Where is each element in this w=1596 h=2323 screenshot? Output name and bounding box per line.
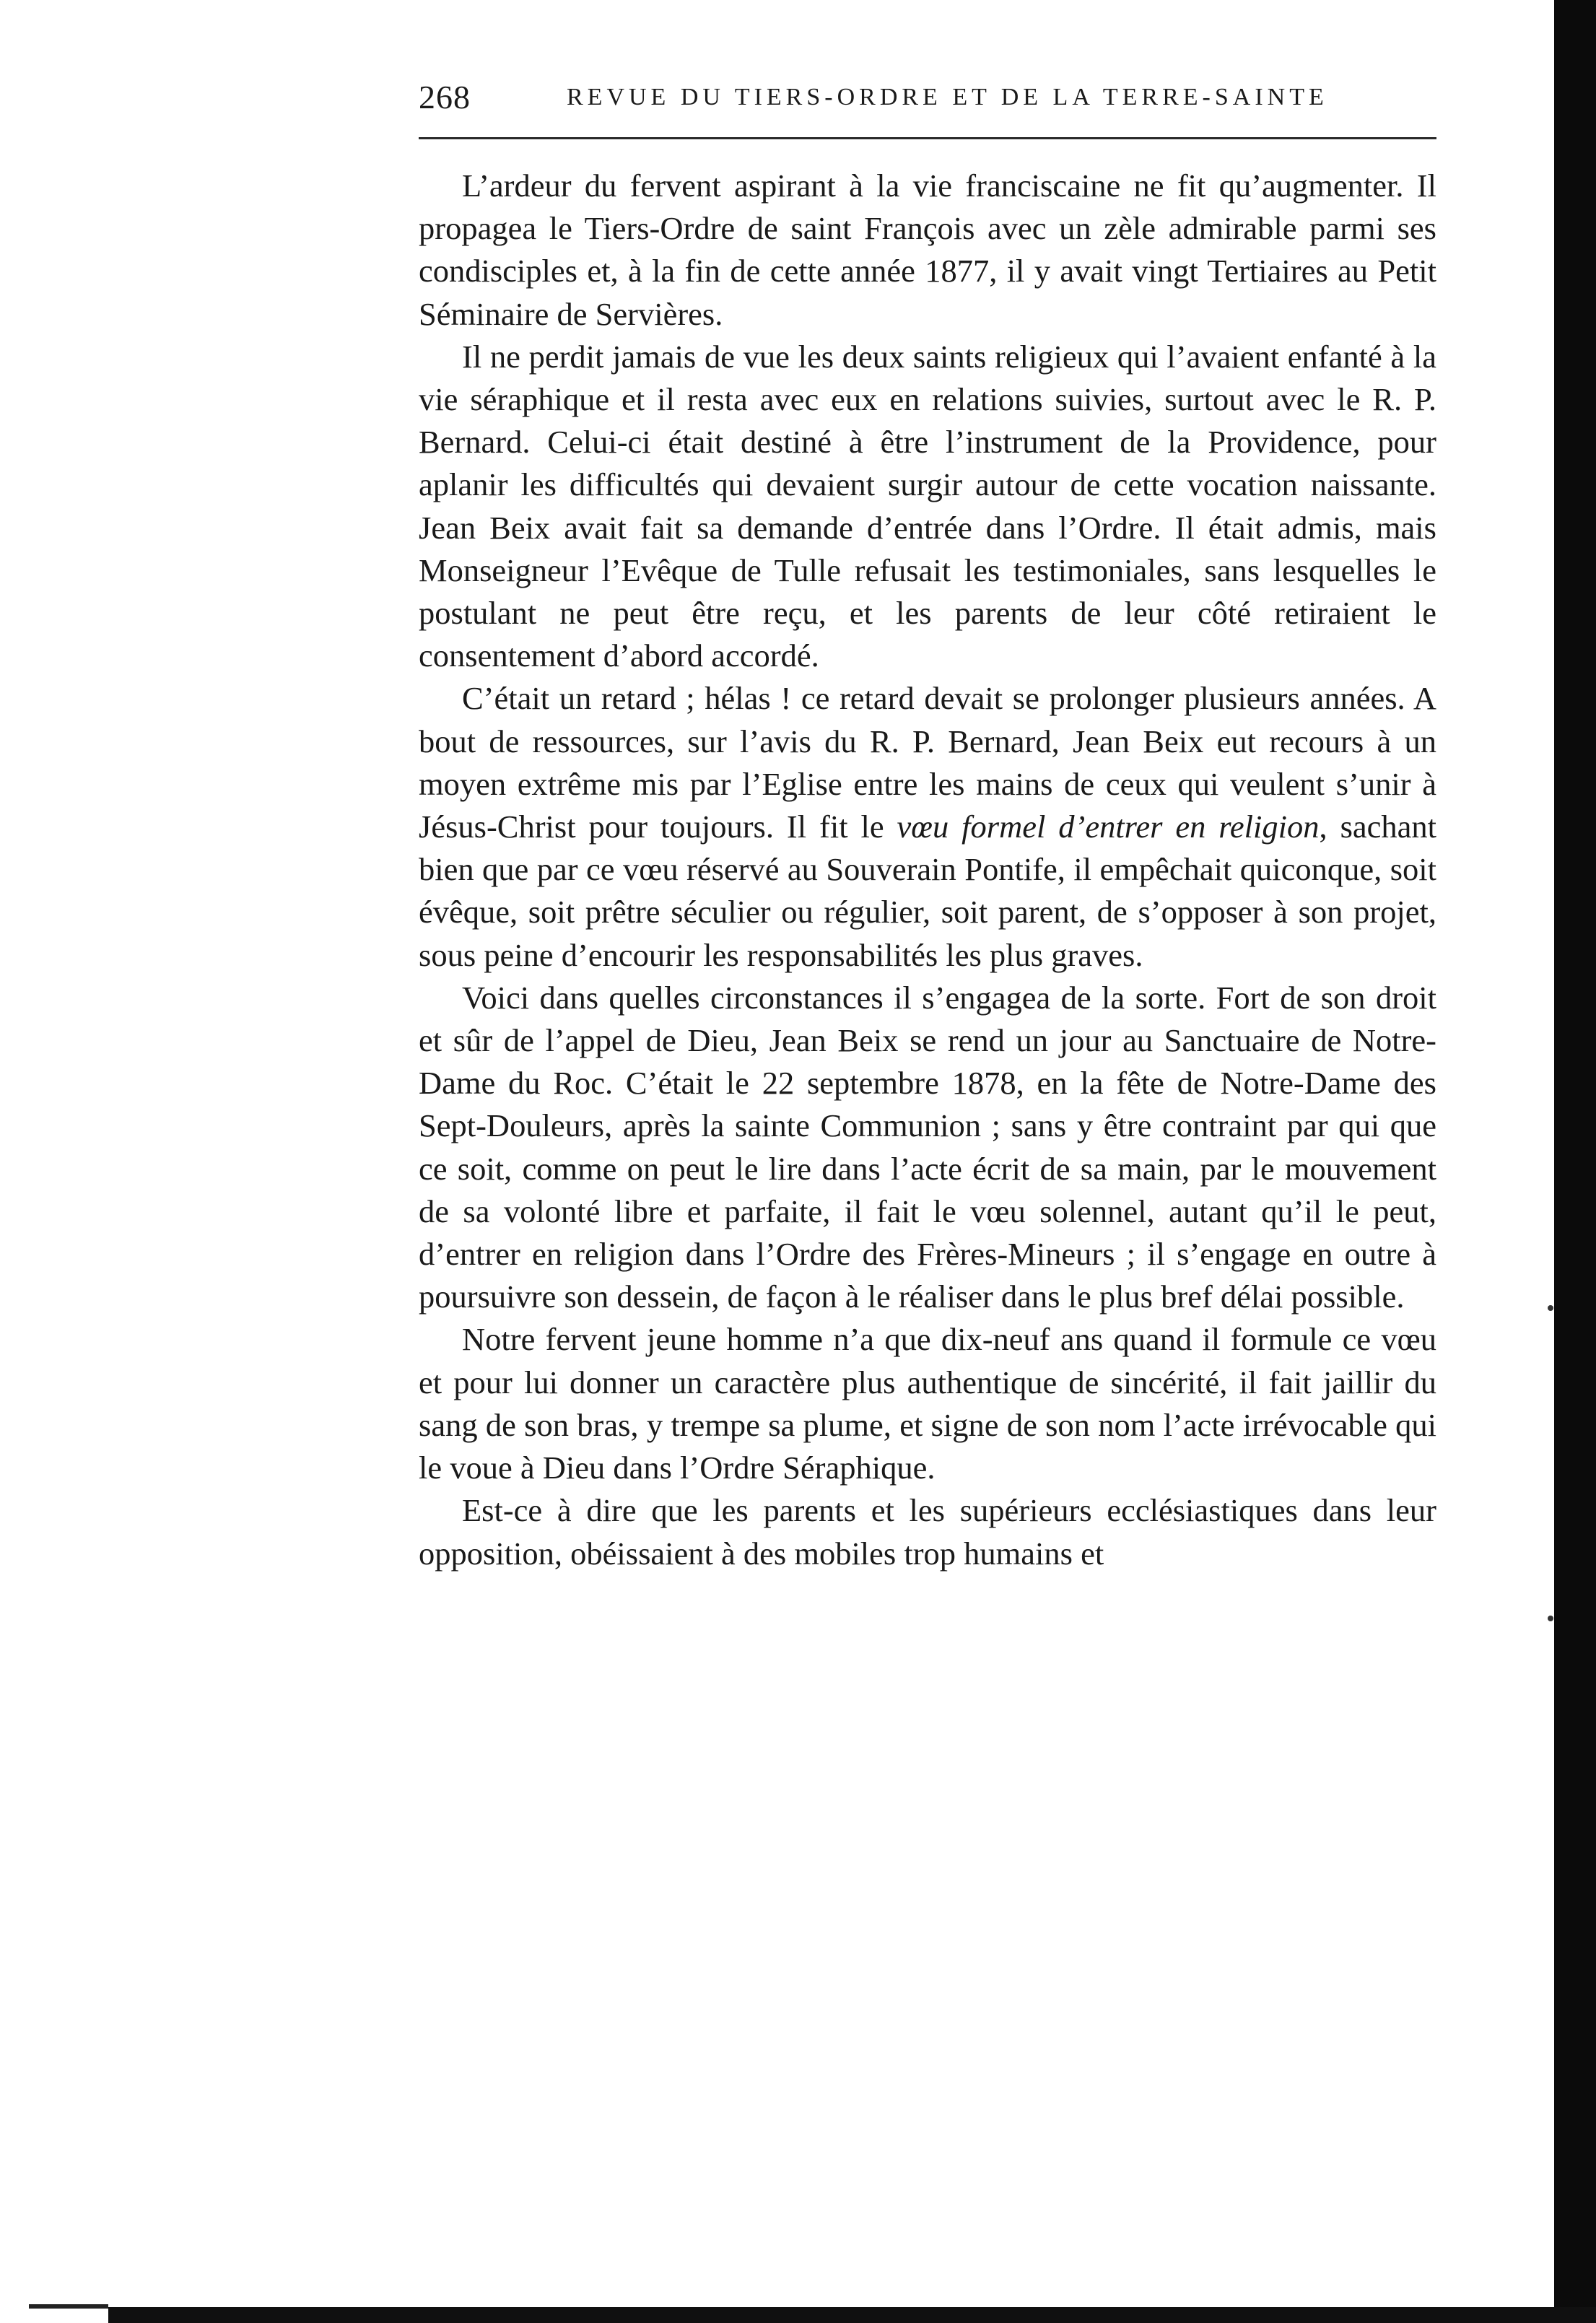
running-title: REVUE DU TIERS-ORDRE ET DE LA TERRE-SAINTE [567, 84, 1328, 110]
page-header [419, 78, 1444, 128]
header-rule [419, 137, 1436, 139]
page-scan-edge-bottom [108, 2307, 1596, 2323]
page-scan-mark [29, 2304, 108, 2309]
paragraph: Voici dans quelles circonstances il s’engagea de la sorte. Fort de son droit et sûr de l’appel de Dieu, Jean Beix se rend un jour au Sanctuaire de Notre-Dame du Roc. C’était le 22 septembre 1878, en la fête de Notre-Dame des Sept-Douleurs, après la sainte Communion ; sans y être contraint par qui que ce soit, comme on peut le lire dans l’acte écrit de sa main, par le mouvement de sa volonté libre et parfaite, il fait le vœu solennel, autant qu’il le peut, d’entrer en religion dans l’Ordre des Frères-Mineurs ; il s’engage en outre à poursuivre son dessein, de façon à le réaliser dans le plus bref délai possible. [419, 979, 1436, 1315]
scan-speck [1548, 1616, 1553, 1621]
page-number: 268 [419, 79, 471, 116]
paragraph: Est-ce à dire que les parents et les supérieurs ecclésiastiques dans leur opposition, obéissaient à des mobiles trop humains et [419, 1492, 1436, 1572]
scan-speck [1548, 1305, 1553, 1311]
paragraph-text: C’était un retard ; hélas ! ce retard devait se prolonger plusieurs années. A bout de ressources, sur l’avis du R. P. Bernard, Jean Beix eut recours à un moyen extrême mis par l’Eglise entre les mains de ceux qui veulent s’unir à Jésus-Christ pour toujours. Il fit le [419, 680, 1436, 845]
paragraph: Notre fervent jeune homme n’a que dix-neuf ans quand il formule ce vœu et pour lui donner un caractère plus authentique de sincérité, il fait jaillir du sang de son bras, y trempe sa plume, et signe de son nom l’acte irrévocable qui le voue à Dieu dans l’Ordre Séraphique. [419, 1321, 1436, 1486]
body-text [419, 165, 1436, 1575]
paragraph-text: , sachant bien que par ce vœu réservé au Souverain Pontife, il empêchait quiconque, soit évêque, soit prêtre séculier ou régulier, soit parent, de s’opposer à son projet, sous peine d’encourir les responsabilités les plus graves. [419, 809, 1437, 973]
paragraph: Il ne perdit jamais de vue les deux saints religieux qui l’avaient enfanté à la vie séraphique et il resta avec eux en relations suivies, surtout avec le R. P. Bernard. Celui-ci était destiné à être l’instrument de la Providence, pour aplanir les difficultés qui devaient surgir autour de cette vocation naissante. Jean Beix avait fait sa demande d’entrée dans l’Ordre. Il était admis, mais Monseigneur l’Evêque de Tulle refusait les testimoniales, sans lesquelles le postulant ne peut être reçu, et les parents de leur côté retiraient le consentement d’abord accordé. [419, 338, 1436, 674]
page-scan-edge-right [1554, 0, 1596, 2323]
paragraph [419, 677, 1436, 976]
italic-phrase: vœu formel d’entrer en religion [897, 809, 1320, 845]
paragraph: L’ardeur du fervent aspirant à la vie franciscaine ne fit qu’augmenter. Il propagea le Tiers-Ordre de saint François avec un zèle admirable parmi ses condisciples et, à la fin de cette année 1877, il y avait vingt Tertiaires au Petit Séminaire de Servières. [419, 167, 1436, 332]
